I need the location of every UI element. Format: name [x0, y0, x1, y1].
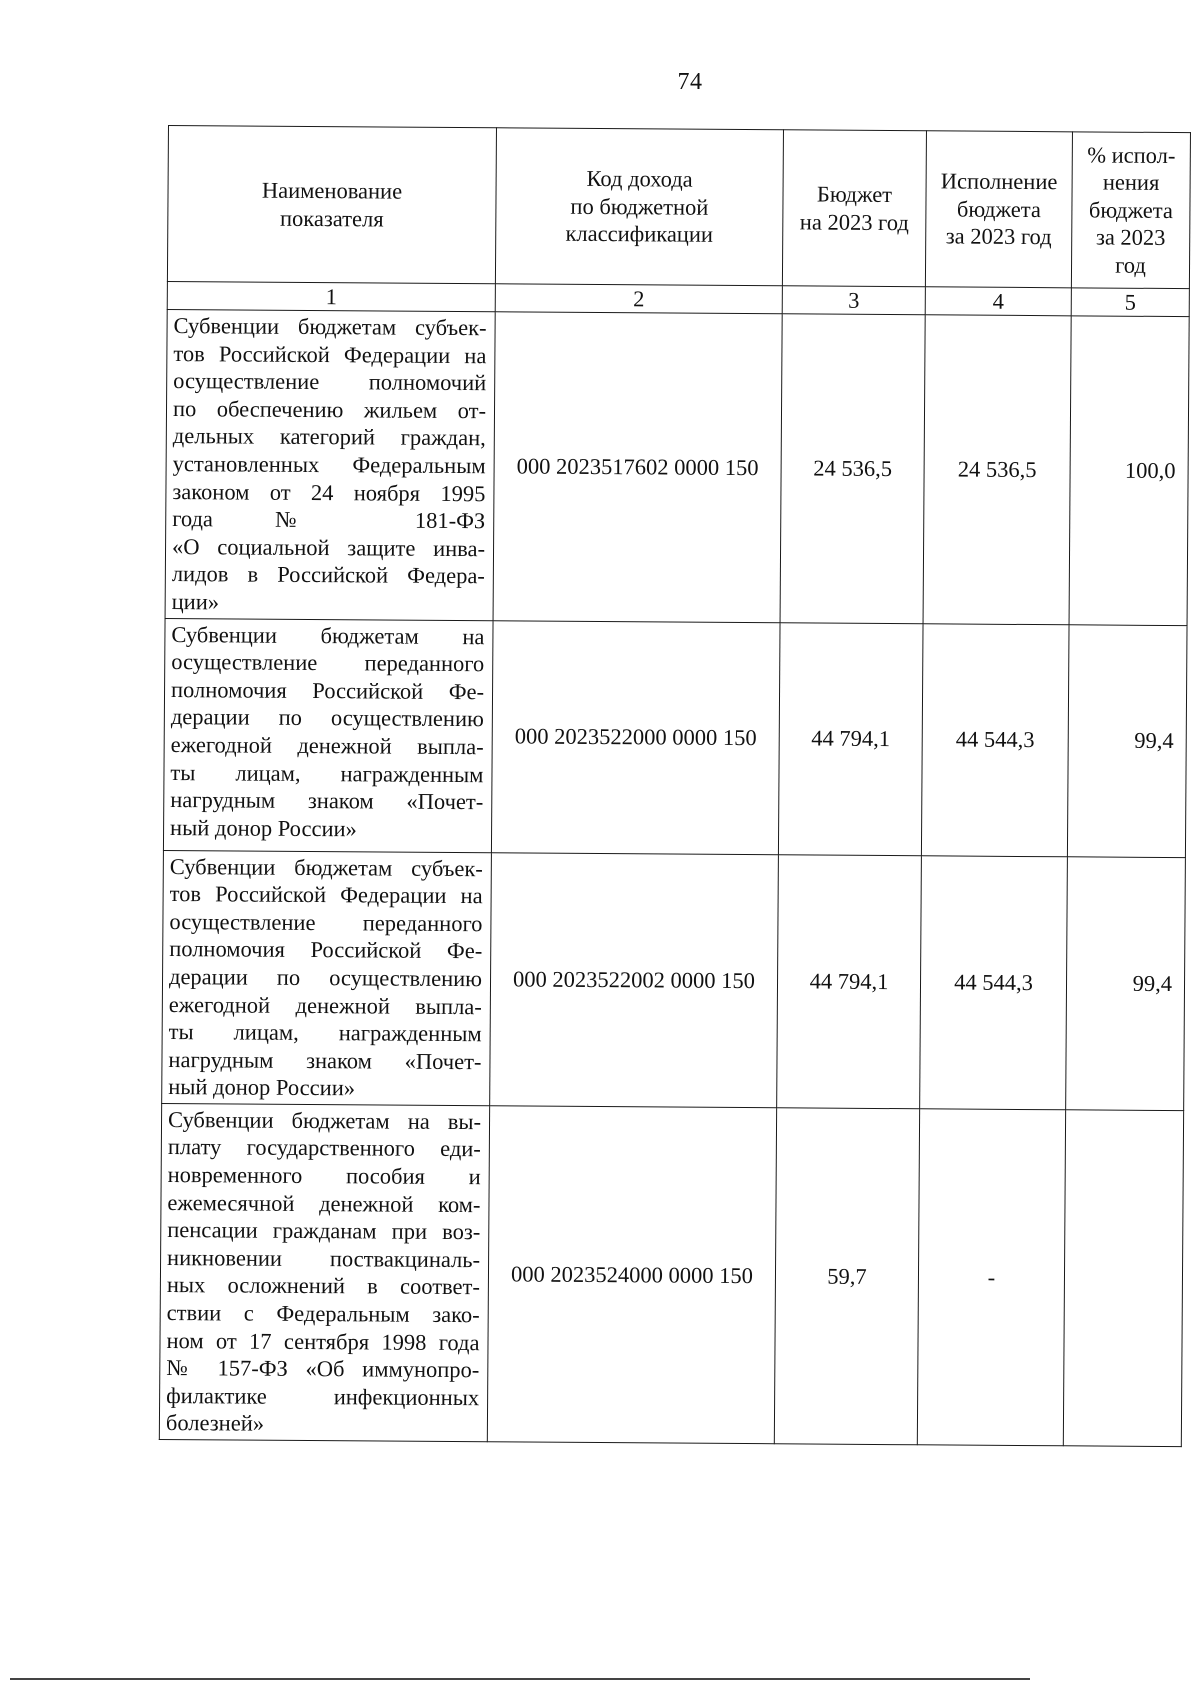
indicator-name-cell [163, 618, 493, 852]
indicator-name-line: № 157-ФЗ «Об иммунопро- [166, 1355, 480, 1383]
execution-percent-cell: 99,4 [1066, 856, 1186, 1110]
indicator-name-line: лидов в Российской Федера- [171, 561, 485, 589]
indicator-name-line: полномочия Российской Фе- [169, 936, 483, 964]
indicator-name-line: нагрудным знаком «Почет- [170, 787, 484, 815]
page-number: 74 [677, 69, 703, 95]
revenue-code-cell: 000 2023524000 0000 150 [487, 1106, 776, 1444]
execution-percent-cell: 99,4 [1067, 624, 1187, 857]
execution-percent-cell: 100,0 [1069, 316, 1189, 625]
indicator-name-line: плату государственного еди- [167, 1134, 481, 1162]
column-number: 2 [495, 284, 782, 314]
header-line: по бюджетной [570, 193, 709, 220]
indicator-name-line: ежегодной денежной выпла- [168, 991, 482, 1019]
table-row [162, 850, 1186, 1110]
indicator-name-line: филактике инфекционных [166, 1382, 480, 1411]
indicator-name-line: установленных Федеральным [172, 451, 486, 479]
header-line: % испол- [1087, 141, 1176, 168]
header-line: бюджета [956, 196, 1041, 222]
budget-value-cell: 24 536,5 [780, 314, 925, 624]
column-number: 5 [1071, 288, 1189, 317]
indicator-name-line: ный донор России» [170, 814, 357, 842]
header-line: классификации [565, 221, 714, 248]
execution-percent-cell [1063, 1110, 1183, 1447]
budget-value-cell: 44 794,1 [777, 854, 922, 1108]
indicator-name-line: новременного пособия и [167, 1162, 481, 1190]
header-line: нения [1102, 169, 1160, 196]
budget-value-cell: 44 794,1 [778, 622, 923, 855]
indicator-name-line: года № 181-ФЗ [172, 506, 486, 534]
indicator-name-line: дерации по осуществлению [168, 963, 483, 992]
execution-value-cell: 44 544,3 [921, 623, 1069, 856]
indicator-name-line: нагрудным знаком «Почет- [168, 1046, 482, 1074]
indicator-name-line: по обеспечению жильем от- [172, 395, 487, 424]
indicator-name-line: Субвенции бюджетам субъек- [173, 313, 487, 341]
header-line: Исполнение [940, 168, 1058, 195]
bottom-rule [10, 1678, 1030, 1680]
revenue-code-cell: 000 2023517602 0000 150 [493, 312, 782, 623]
header-line: Бюджет [816, 181, 893, 207]
indicator-name-line: дерации по осуществлению [170, 704, 484, 732]
indicator-name-cell [162, 850, 492, 1106]
indicator-name-line: Субвенции бюджетам на вы- [167, 1106, 482, 1135]
indicator-name-line: никновении поствакциналь- [167, 1244, 481, 1273]
indicator-name-line: тов Российской Федерации на [173, 340, 487, 368]
header-execution-2023 [925, 131, 1072, 288]
execution-value-cell: 44 544,3 [920, 855, 1068, 1109]
execution-value-cell: 24 536,5 [923, 315, 1071, 625]
header-line: показателя [279, 205, 384, 232]
budget-value-cell: 59,7 [774, 1108, 919, 1445]
indicator-name-line: ствии с Федеральным зако- [166, 1300, 480, 1328]
header-line: Наименование [261, 177, 403, 204]
table-row [163, 618, 1187, 857]
header-indicator-name [167, 126, 496, 284]
indicator-name-line: Субвенции бюджетам на [171, 621, 485, 649]
execution-value-cell: - [917, 1109, 1065, 1446]
header-line: за 2023 [1095, 224, 1166, 251]
indicator-name-line: полномочия Российской Фе- [170, 676, 485, 704]
indicator-name-line: пенсации гражданам при воз- [167, 1217, 481, 1245]
column-number: 1 [167, 281, 495, 311]
revenue-code-cell: 000 2023522002 0000 150 [490, 852, 779, 1107]
indicator-name-line: ты лицам, награжденным [168, 1019, 482, 1047]
indicator-name-line: ции» [171, 588, 220, 615]
header-budget-2023 [782, 130, 926, 287]
indicator-name-line: осуществление полномочий [173, 368, 487, 396]
revenue-code-cell: 000 2023522000 0000 150 [491, 620, 780, 854]
header-revenue-code [495, 128, 783, 286]
column-number: 4 [925, 287, 1071, 316]
indicator-name-line: осуществление переданного [169, 908, 483, 936]
header-line: год [1115, 252, 1146, 278]
header-line: бюджета [1088, 197, 1173, 223]
table-header-row [167, 126, 1190, 289]
indicator-name-cell [165, 309, 495, 620]
indicator-name-line: ежегодной денежной выпла- [170, 731, 484, 760]
indicator-name-line: законом от 24 ноября 1995 [172, 478, 486, 506]
indicator-name-line: ты лицам, награжденным [170, 759, 484, 787]
table-row [165, 309, 1189, 625]
indicator-name-line: ном от 17 сентября 1998 года [166, 1327, 480, 1355]
header-line: Код дохода [586, 166, 693, 192]
indicator-name-line: «О социальной защите инва- [171, 533, 486, 561]
indicator-name-line: ежемесячной денежной ком- [167, 1189, 481, 1217]
indicator-name-cell [159, 1103, 489, 1441]
header-line: на 2023 год [799, 208, 909, 235]
column-number: 3 [782, 286, 925, 315]
indicator-name-line: ный донор России» [168, 1074, 356, 1101]
indicator-name-line: Субвенции бюджетам субъек- [169, 853, 483, 881]
header-execution-percent [1071, 132, 1190, 289]
indicator-name-line: болезней» [165, 1410, 265, 1437]
indicator-name-line: тов Российской Федерации на [169, 881, 483, 909]
indicator-name-line: осуществление переданного [171, 649, 485, 677]
header-line: за 2023 год [945, 223, 1052, 250]
indicator-name-line: ных осложнений в соответ- [166, 1272, 480, 1300]
indicator-name-line: дельных категорий граждан, [172, 423, 486, 451]
budget-execution-table [159, 125, 1191, 1447]
table-row [159, 1103, 1183, 1446]
